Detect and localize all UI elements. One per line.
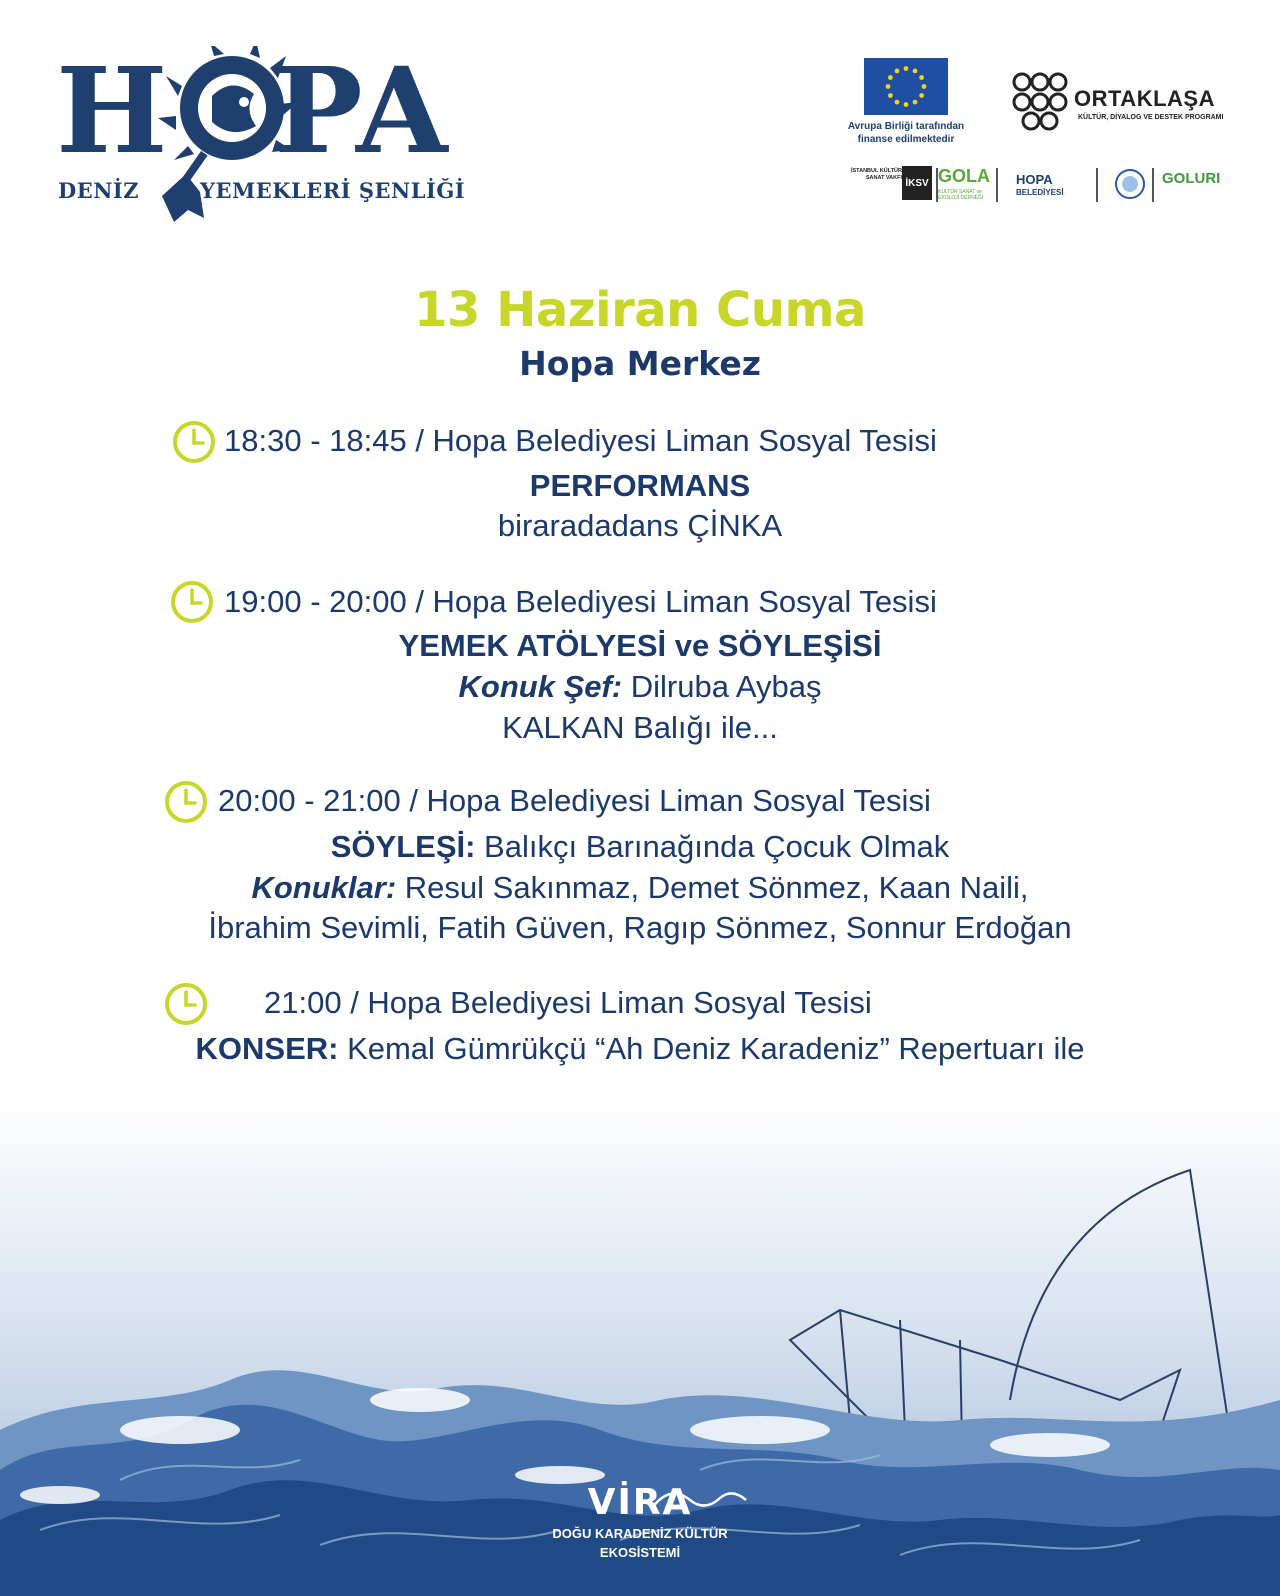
schedule-time-place: 20:00 - 21:00 / Hopa Belediyesi Liman Sosyal Tesisi	[218, 783, 931, 818]
eu-star-icon	[913, 100, 918, 105]
schedule-detail: biraradadans ÇİNKA	[497, 508, 783, 543]
event-location: Hopa Merkez	[519, 344, 761, 383]
eu-star-icon	[922, 84, 927, 89]
clock-icon	[164, 982, 208, 1026]
eu-star-icon	[919, 75, 924, 80]
eu-star-icon	[895, 100, 900, 105]
logo-letter-a: A	[356, 41, 448, 180]
guest-chef-name: Dilruba Aybaş	[622, 669, 822, 704]
concert-title: Kemal Gümrükçü “Ah Deniz Karadeniz” Repertuarı ile	[338, 1031, 1085, 1066]
ortaklasa-tagline: KÜLTÜR, DİYALOG VE DESTEK PROGRAMI	[1078, 114, 1224, 121]
hopa-festival-logo	[56, 41, 476, 224]
talk-title: Balıkçı Barınağında Çocuk Olmak	[475, 829, 950, 864]
schedule-talk-line	[0, 829, 1280, 865]
schedule-category: YEMEK ATÖLYESİ ve SÖYLEŞİSİ	[398, 628, 882, 663]
eu-star-icon	[919, 93, 924, 98]
eu-star-icon	[886, 84, 891, 89]
schedule-guest-line	[0, 669, 1280, 705]
hopa-belediyesi-subtitle: BELEDİYESİ	[1016, 188, 1064, 197]
ortaklasa-logo-icon	[1010, 72, 1070, 132]
sponsor-divider	[996, 168, 998, 202]
hopa-belediyesi-logo: HOPA	[1016, 172, 1053, 187]
eu-star-icon	[913, 69, 918, 74]
talk-label: SÖYLEŞİ:	[330, 829, 476, 864]
guests-label: Konuklar:	[251, 870, 397, 905]
schedule-guests-line-2: İbrahim Sevimli, Fatih Güven, Ragıp Sönmez, Sonnur Erdoğan	[208, 910, 1072, 945]
sponsor-divider	[1152, 168, 1154, 202]
schedule-detail: KALKAN Balığı ile...	[502, 710, 778, 745]
clock-icon	[170, 580, 214, 624]
gola-subtitle: KÜLTÜR SANAT ve EKOLOJİ DERNEĞİ	[938, 189, 984, 201]
vira-subtitle-line1: DOĞU KARADENİZ KÜLTÜR	[552, 1526, 728, 1541]
eu-star-icon	[904, 66, 909, 71]
logo-letter-p: P	[274, 41, 363, 180]
schedule-concert-line	[0, 1031, 1280, 1067]
eu-star-icon	[895, 69, 900, 74]
eu-funding-caption: Avrupa Birliği tarafından finanse edilmektedir	[847, 121, 965, 145]
ortaklasa-name: ORTAKLAŞA	[1074, 86, 1215, 111]
logo-words-yemekleri-senligi: YEMEKLERİ ŞENLİĞİ	[200, 178, 466, 203]
municipality-seal-icon	[1114, 168, 1146, 200]
gola-logo: GOLA	[938, 166, 990, 186]
guest-chef-label: Konuk Şef:	[458, 669, 623, 704]
logo-word-deniz: DENİZ	[58, 178, 140, 203]
istanbul-kultur-sanat-vakfi-label: İSTANBUL KÜLTÜR SANAT VAKFI	[850, 168, 902, 181]
schedule-time-place: 21:00 / Hopa Belediyesi Liman Sosyal Tesisi	[264, 985, 872, 1020]
logo-letter-h: H	[56, 41, 168, 180]
goluri-logo: GOLURI	[1162, 170, 1221, 187]
schedule-time-place: 19:00 - 20:00 / Hopa Belediyesi Liman Sosyal Tesisi	[224, 584, 937, 619]
sponsor-divider	[1096, 168, 1098, 202]
concert-label: KONSER:	[195, 1031, 339, 1066]
clock-icon	[172, 420, 216, 464]
iksv-logo: İKSV	[902, 166, 932, 200]
vira-logo-title: VİRA	[587, 1482, 693, 1523]
vira-subtitle-line2: EKOSİSTEMİ	[599, 1545, 681, 1560]
guests-names: Resul Sakınmaz, Demet Sönmez, Kaan Naili,	[396, 870, 1029, 905]
eu-star-icon	[904, 102, 909, 107]
schedule-guests-line	[0, 870, 1280, 906]
sponsor-logos	[846, 166, 1226, 206]
schedule-category: PERFORMANS	[529, 468, 751, 503]
schedule-time-place: 18:30 - 18:45 / Hopa Belediyesi Liman Sosyal Tesisi	[224, 423, 937, 458]
event-date: 13 Haziran Cuma	[414, 282, 866, 338]
clock-icon	[164, 780, 208, 824]
eu-star-icon	[888, 93, 893, 98]
eu-star-icon	[888, 75, 893, 80]
eu-flag-icon	[864, 58, 948, 115]
